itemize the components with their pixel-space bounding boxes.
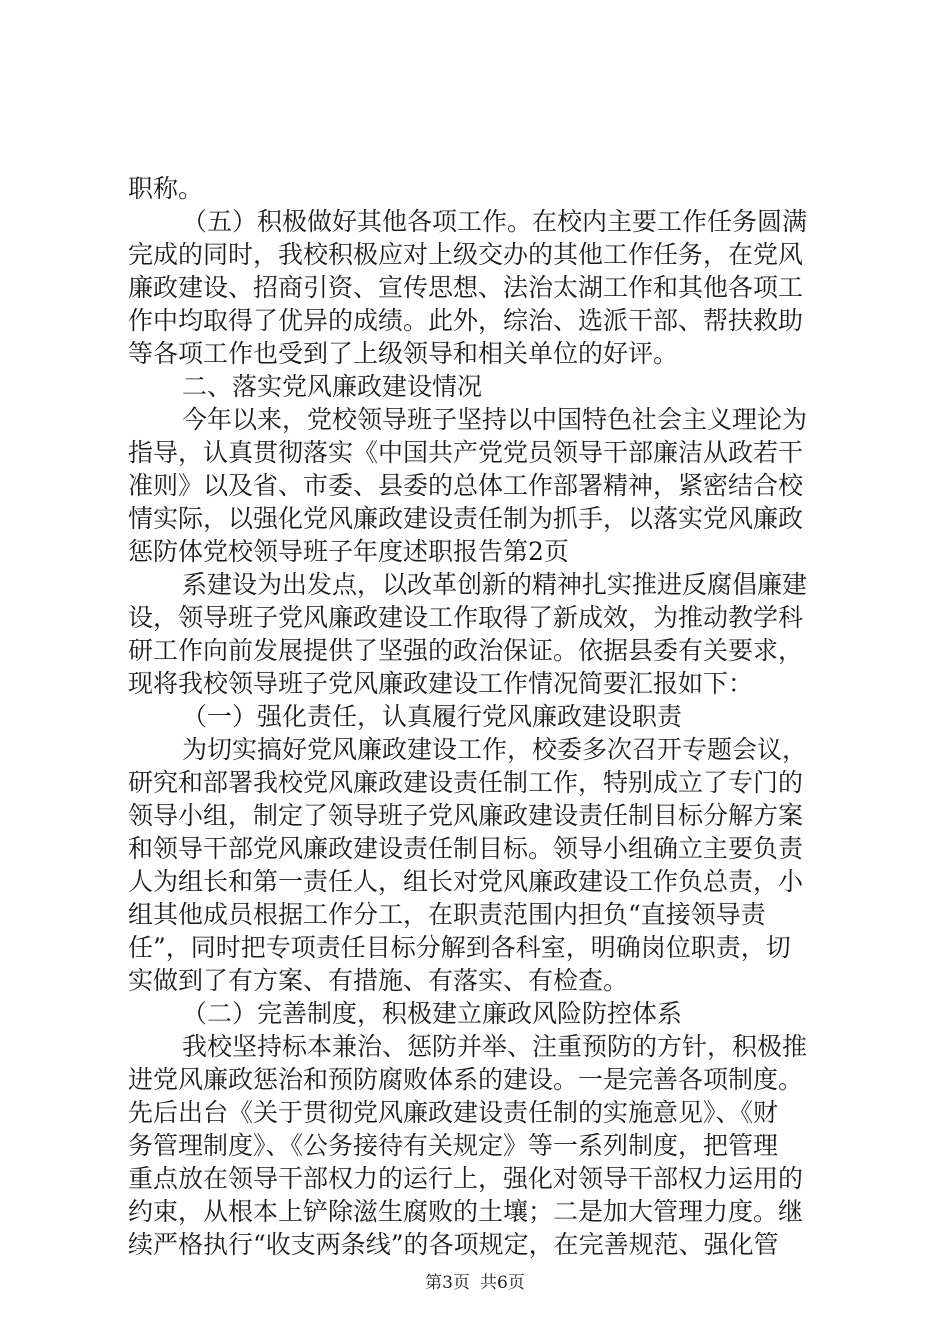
text-line: 务管理制度》、《公务接待有关规定》等一系列制度，把管理 bbox=[128, 1131, 779, 1160]
text-line: 研工作向前发展提供了坚强的政治保证。依据县委有关要求， bbox=[128, 636, 804, 665]
text-line: （五）积极做好其他各项工作。在校内主要工作任务圆满 bbox=[182, 207, 808, 236]
text-line: 研究和部署我校党风廉政建设责任制工作，特别成立了专门的 bbox=[128, 768, 804, 797]
text-line: 现将我校领导班子党风廉政建设工作情况简要汇报如下： bbox=[128, 669, 754, 698]
text-line: 廉政建设、招商引资、宣传思想、法治太湖工作和其他各项工 bbox=[128, 273, 804, 302]
text-line: 我校坚持标本兼治、惩防并举、注重预防的方针，积极推 bbox=[182, 1032, 808, 1061]
text-line: 先后出台《关于贯彻党风廉政建设责任制的实施意见》、《财 bbox=[128, 1098, 779, 1127]
text-line: 今年以来，党校领导班子坚持以中国特色社会主义理论为 bbox=[182, 405, 808, 434]
text-line: 完成的同时，我校积极应对上级交办的其他工作任务，在党风 bbox=[128, 240, 804, 269]
text-line: 设，领导班子党风廉政建设工作取得了新成效，为推动教学科 bbox=[128, 603, 804, 632]
text-line: 组其他成员根据工作分工，在职责范围内担负“直接领导责 bbox=[128, 900, 766, 929]
page-total: 共6页 bbox=[480, 1273, 525, 1293]
text-line: 约束，从根本上铲除滋生腐败的土壤；二是加大管理力度。继 bbox=[128, 1197, 804, 1226]
text-line: 实做到了有方案、有措施、有落实、有检查。 bbox=[128, 966, 629, 995]
text-line: 人为组长和第一责任人，组长对党风廉政建设工作负总责，小 bbox=[128, 867, 804, 896]
text-line: 等各项工作也受到了上级领导和相关单位的好评。 bbox=[128, 339, 679, 368]
text-line: 惩防体党校领导班子年度述职报告第2页 bbox=[128, 537, 569, 566]
page-number: 第3页 bbox=[425, 1273, 470, 1293]
text-line: 领导小组，制定了领导班子党风廉政建设责任制目标分解方案 bbox=[128, 801, 804, 830]
text-line: 进党风廉政惩治和预防腐败体系的建设。一是完善各项制度。 bbox=[128, 1065, 804, 1094]
text-line: 作中均取得了优异的成绩。此外，综治、选派干部、帮扶救助 bbox=[128, 306, 804, 335]
text-line: 准则》以及省、市委、县委的总体工作部署精神，紧密结合校 bbox=[128, 471, 804, 500]
text-line: 续严格执行“收支两条线”的各项规定，在完善规范、强化管 bbox=[128, 1230, 779, 1259]
text-line: 和领导干部党风廉政建设责任制目标。领导小组确立主要负责 bbox=[128, 834, 804, 863]
subsection-heading: （二）完善制度，积极建立廉政风险防控体系 bbox=[182, 999, 683, 1028]
text-line: 指导，认真贯彻落实《中国共产党党员领导干部廉洁从政若干 bbox=[128, 438, 804, 467]
text-line: 情实际，以强化党风廉政建设责任制为抓手，以落实党风廉政 bbox=[128, 504, 804, 533]
text-line: 为切实搞好党风廉政建设工作，校委多次召开专题会议， bbox=[182, 735, 808, 764]
text-line: 系建设为出发点，以改革创新的精神扎实推进反腐倡廉建 bbox=[182, 570, 808, 599]
page-footer bbox=[0, 1272, 950, 1294]
body-text bbox=[128, 172, 828, 1261]
section-heading: 二、落实党风廉政建设情况 bbox=[182, 372, 483, 401]
text-line: 任”，同时把专项责任目标分解到各科室，明确岗位职责，切 bbox=[128, 933, 791, 962]
text-line: 重点放在领导干部权力的运行上，强化对领导干部权力运用的 bbox=[128, 1164, 804, 1193]
text-line: 职称。 bbox=[128, 174, 204, 203]
subsection-heading: （一）强化责任，认真履行党风廉政建设职责 bbox=[182, 702, 683, 731]
